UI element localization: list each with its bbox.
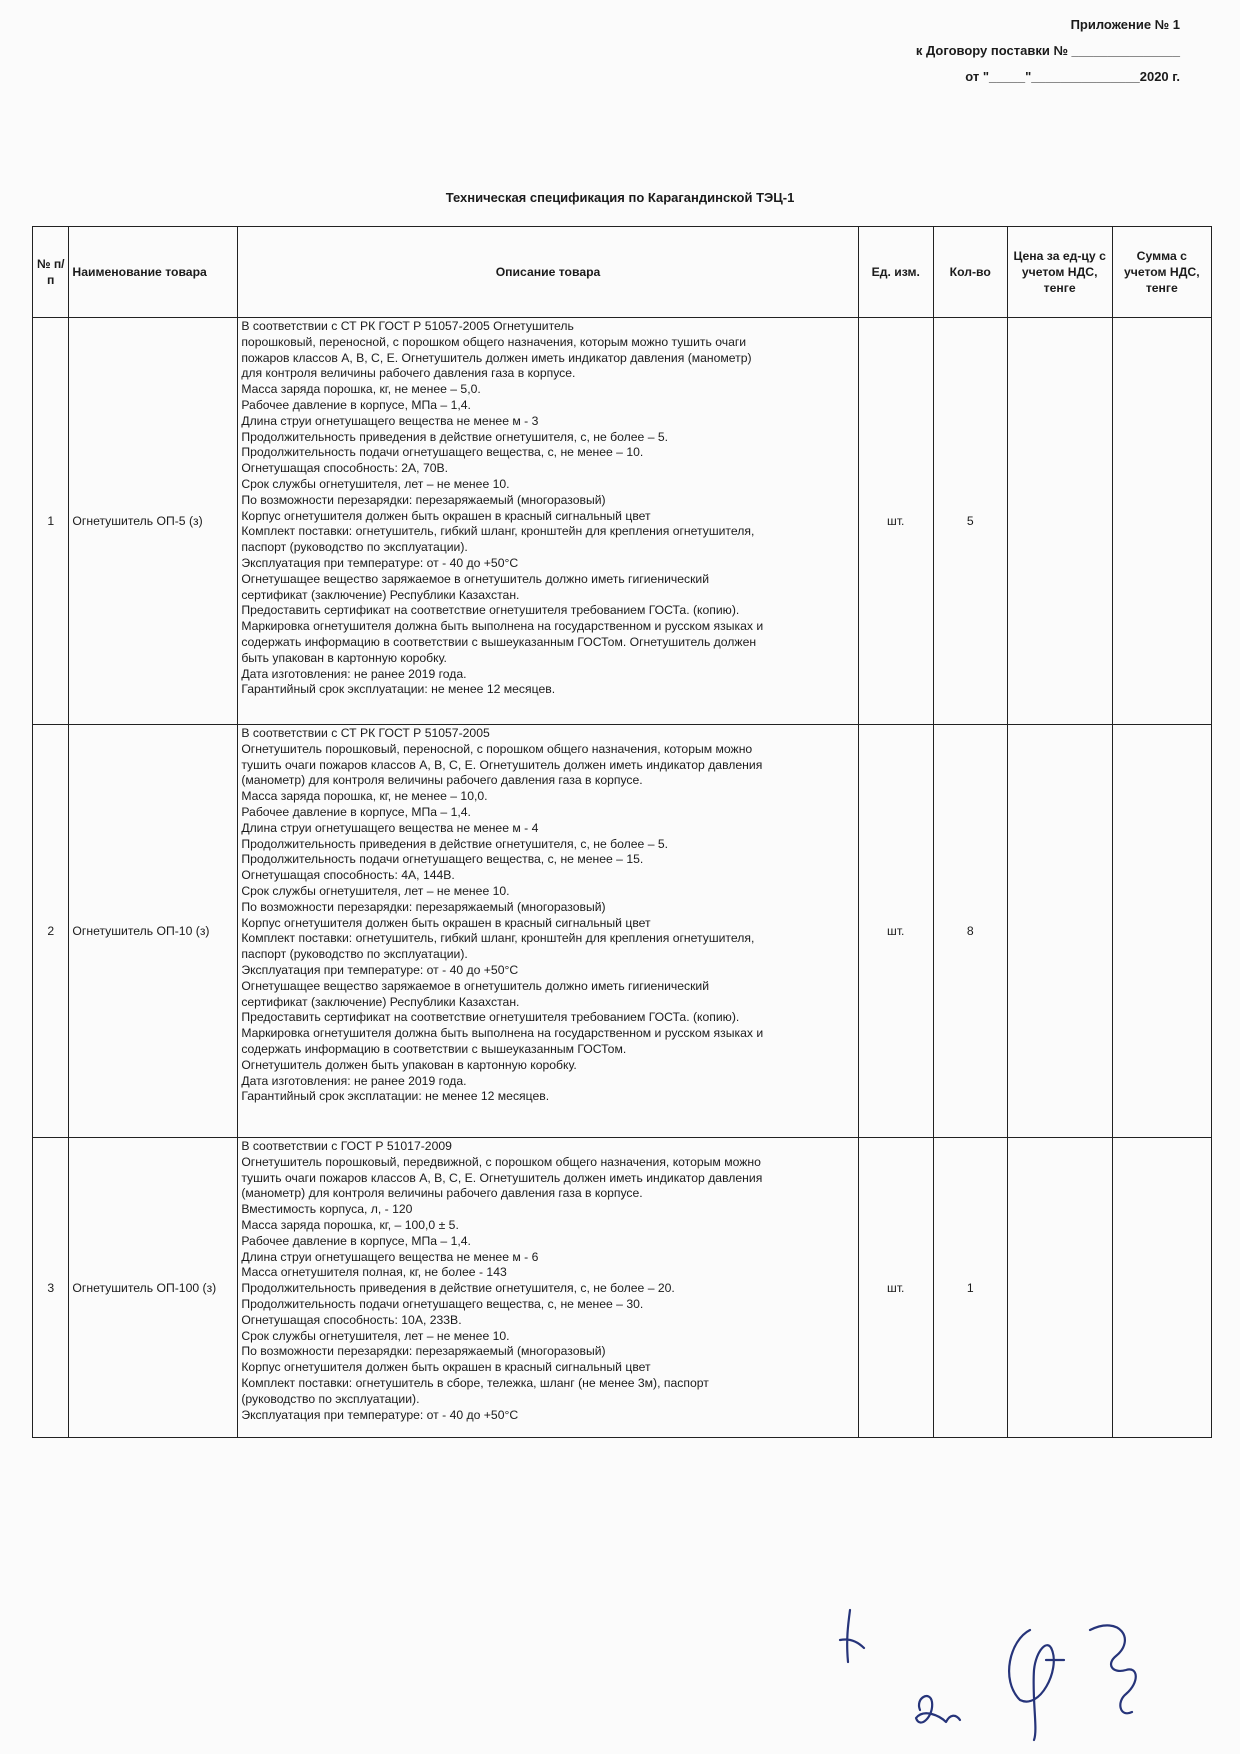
- description-line: Продолжительность приведения в действие огнетушителя, с, не более – 5.: [241, 429, 669, 444]
- sum-cell: [1112, 725, 1211, 1138]
- description-line: Эксплуатация при температуре: от - 40 до +50°С: [241, 555, 519, 570]
- description-line: Огнетушащая способность: 4А, 144В.: [241, 868, 455, 883]
- description-line: Рабочее давление в корпусе, МПа – 1,4.: [241, 804, 471, 819]
- description-line: Гарантийный срок эксплуатации: не менее 12 месяцев.: [241, 682, 556, 697]
- description-line: В соответствии с СТ РК ГОСТ Р 51057-2005: [241, 726, 490, 740]
- description-line: Огнетушитель должен быть упакован в картонную коробку.: [241, 1057, 577, 1072]
- unit-cell: шт.: [858, 1138, 933, 1438]
- contract-reference: к Договору поставки № _______________: [915, 43, 1180, 58]
- description-line: По возможности перезарядки: перезаряжаемый (многоразовый): [241, 1344, 606, 1359]
- description-line: Эксплуатация при температуре: от - 40 до +50°С: [241, 1407, 519, 1422]
- description-line: порошковый, переносной, с порошком общего назначения, которым можно тушить очаги: [241, 334, 747, 349]
- description-line: Срок службы огнетушителя, лет – не менее 10.: [241, 1328, 510, 1343]
- description-line: Масса заряда порошка, кг, не менее – 5,0.: [241, 382, 481, 397]
- table-row: [33, 725, 1212, 1138]
- price-cell: [1007, 318, 1112, 725]
- appendix-label: Приложение № 1: [1070, 17, 1180, 32]
- description-line: По возможности перезарядки: перезаряжаемый (многоразовый): [241, 492, 606, 507]
- description-line: Срок службы огнетушителя, лет – не менее 10.: [241, 883, 510, 898]
- description-line: тушить очаги пожаров классов А, В, С, Е. Огнетушитель должен иметь индикатор давления: [241, 1170, 763, 1185]
- description-line: тушить очаги пожаров классов А, В, С, Е. Огнетушитель должен иметь индикатор давления: [241, 757, 763, 772]
- quantity-cell: 5: [933, 318, 1007, 725]
- header-unit: Ед. изм.: [858, 227, 933, 318]
- description-line: Эксплуатация при температуре: от - 40 до +50°С: [241, 962, 519, 977]
- signature-mark-1: [840, 1610, 864, 1662]
- description-line: Комплект поставки: огнетушитель, гибкий шланг, кронштейн для крепления огнетушителя,: [241, 524, 755, 539]
- sum-cell: [1112, 318, 1211, 725]
- description-line: По возможности перезарядки: перезаряжаемый (многоразовый): [241, 899, 606, 914]
- header-name: Наименование товара: [69, 227, 238, 318]
- quantity-cell: 1: [933, 1138, 1007, 1438]
- handwritten-signatures: [820, 1590, 1220, 1750]
- description-line: Продолжительность подачи огнетушащего вещества, с, не менее – 15.: [241, 852, 644, 867]
- description-line: Вместимость корпуса, л, - 120: [241, 1202, 413, 1217]
- description-line: (руководство по эксплуатации).: [241, 1391, 420, 1406]
- description-line: Масса заряда порошка, кг, не менее – 10,0.: [241, 789, 488, 804]
- description-line: Огнетушитель порошковый, передвижной, с порошком общего назначения, которым можно: [241, 1154, 761, 1169]
- description-line: Продолжительность приведения в действие огнетушителя, с, не более – 5.: [241, 836, 669, 851]
- table-header-row: [33, 227, 1212, 318]
- document-header: [916, 12, 1180, 90]
- description-line: Огнетушащее вещество заряжаемое в огнетушитель должно иметь гигиенический: [241, 571, 710, 586]
- description-line: Рабочее давление в корпусе, МПа – 1,4.: [241, 1233, 471, 1248]
- product-name: Огнетушитель ОП-10 (з): [69, 725, 238, 1138]
- description-line: пожаров классов А, В, С, Е. Огнетушитель должен иметь индикатор давления (манометр): [241, 350, 752, 365]
- product-description: [238, 1138, 858, 1438]
- header-price: Цена за ед-цу с учетом НДС, тенге: [1007, 227, 1112, 318]
- signature-mark-3: [1009, 1630, 1064, 1740]
- description-line: Гарантийный срок эксплатации: не менее 12 месяцев.: [241, 1089, 550, 1104]
- row-number: 3: [33, 1138, 69, 1438]
- document-title: Техническая спецификация по Карагандинской ТЭЦ-1: [445, 190, 795, 205]
- description-line: Корпус огнетушителя должен быть окрашен в красный сигнальный цвет: [241, 508, 651, 523]
- description-line: Длина струи огнетушащего вещества не менее м - 3: [241, 413, 539, 428]
- description-line: Маркировка огнетушителя должна быть выполнена на государственном и русском языках и: [241, 1026, 764, 1041]
- price-cell: [1007, 725, 1112, 1138]
- row-number: 2: [33, 725, 69, 1138]
- product-description: [238, 725, 858, 1138]
- description-line: Дата изготовления: не ранее 2019 года.: [241, 1073, 467, 1088]
- description-line: Масса заряда порошка, кг, – 100,0 ± 5.: [241, 1217, 459, 1232]
- description-line: Рабочее давление в корпусе, МПа – 1,4.: [241, 397, 471, 412]
- description-line: Корпус огнетушителя должен быть окрашен в красный сигнальный цвет: [241, 915, 651, 930]
- description-line: Продолжительность подачи огнетушащего вещества, с, не менее – 10.: [241, 445, 644, 460]
- product-name: Огнетушитель ОП-5 (з): [69, 318, 238, 725]
- quantity-cell: 8: [933, 725, 1007, 1138]
- signature-mark-4: [1090, 1625, 1136, 1713]
- description-line: Комплект поставки: огнетушитель в сборе, тележка, шланг (не менее 3м), паспорт: [241, 1375, 709, 1390]
- description-line: сертификат (заключение) Республики Казахстан.: [241, 587, 520, 602]
- description-line: Длина струи огнетушащего вещества не менее м - 6: [241, 1249, 539, 1264]
- description-line: Продолжительность подачи огнетушащего вещества, с, не менее – 30.: [241, 1296, 644, 1311]
- unit-cell: шт.: [858, 725, 933, 1138]
- description-line: (манометр) для контроля величины рабочего давления газа в корпусе.: [241, 1186, 643, 1201]
- description-line: содержать информацию в соответствии с вышеуказанным ГОСТом. Огнетушитель должен: [241, 634, 757, 649]
- description-line: паспорт (руководство по эксплуатации).: [241, 540, 468, 555]
- signature-mark-2: [916, 1696, 960, 1722]
- product-name: Огнетушитель ОП-100 (з): [69, 1138, 238, 1438]
- description-line: сертификат (заключение) Республики Казахстан.: [241, 994, 520, 1009]
- description-line: Предоставить сертификат на соответствие огнетушителя требованием ГОСТа. (копию).: [241, 603, 740, 618]
- header-quantity: Кол-во: [933, 227, 1007, 318]
- description-line: Маркировка огнетушителя должна быть выполнена на государственном и русском языках и: [241, 619, 764, 634]
- description-line: паспорт (руководство по эксплуатации).: [241, 947, 468, 962]
- table-row: [33, 1138, 1212, 1438]
- description-line: Огнетушащая способность: 2А, 70В.: [241, 461, 449, 476]
- description-line: Корпус огнетушителя должен быть окрашен в красный сигнальный цвет: [241, 1360, 651, 1375]
- product-description: [238, 318, 858, 725]
- description-line: для контроля величины рабочего давления газа в корпусе.: [241, 366, 576, 381]
- header-num: № п/п: [33, 227, 69, 318]
- description-line: В соответствии с ГОСТ Р 51017-2009: [241, 1139, 452, 1153]
- description-line: Огнетушащая способность: 10А, 233В.: [241, 1312, 462, 1327]
- description-line: Огнетушитель порошковый, переносной, с порошком общего назначения, которым можно: [241, 741, 753, 756]
- description-line: быть упакован в картонную коробку.: [241, 650, 447, 665]
- unit-cell: шт.: [858, 318, 933, 725]
- description-line: Предоставить сертификат на соответствие огнетушителя требованием ГОСТа. (копию).: [241, 1010, 740, 1025]
- description-line: Продолжительность приведения в действие огнетушителя, с, не более – 20.: [241, 1281, 675, 1296]
- contract-date: от "_____"_______________2020 г.: [965, 69, 1180, 84]
- table-row: [33, 318, 1212, 725]
- header-description: Описание товара: [238, 227, 858, 318]
- description-line: Длина струи огнетушащего вещества не менее м - 4: [241, 820, 539, 835]
- price-cell: [1007, 1138, 1112, 1438]
- row-number: 1: [33, 318, 69, 725]
- header-sum: Сумма с учетом НДС, тенге: [1112, 227, 1211, 318]
- specification-table: [32, 226, 1212, 1438]
- description-line: Дата изготовления: не ранее 2019 года.: [241, 666, 467, 681]
- description-line: Масса огнетушителя полная, кг, не более - 143: [241, 1265, 507, 1280]
- description-line: Комплект поставки: огнетушитель, гибкий шланг, кронштейн для крепления огнетушителя,: [241, 931, 755, 946]
- description-line: Огнетушащее вещество заряжаемое в огнетушитель должно иметь гигиенический: [241, 978, 710, 993]
- sum-cell: [1112, 1138, 1211, 1438]
- description-line: содержать информацию в соответствии с вышеуказанным ГОСТом.: [241, 1041, 627, 1056]
- description-line: В соответствии с СТ РК ГОСТ Р 51057-2005 Огнетушитель: [241, 319, 574, 333]
- description-line: (манометр) для контроля величины рабочего давления газа в корпусе.: [241, 773, 643, 788]
- description-line: Срок службы огнетушителя, лет – не менее 10.: [241, 476, 510, 491]
